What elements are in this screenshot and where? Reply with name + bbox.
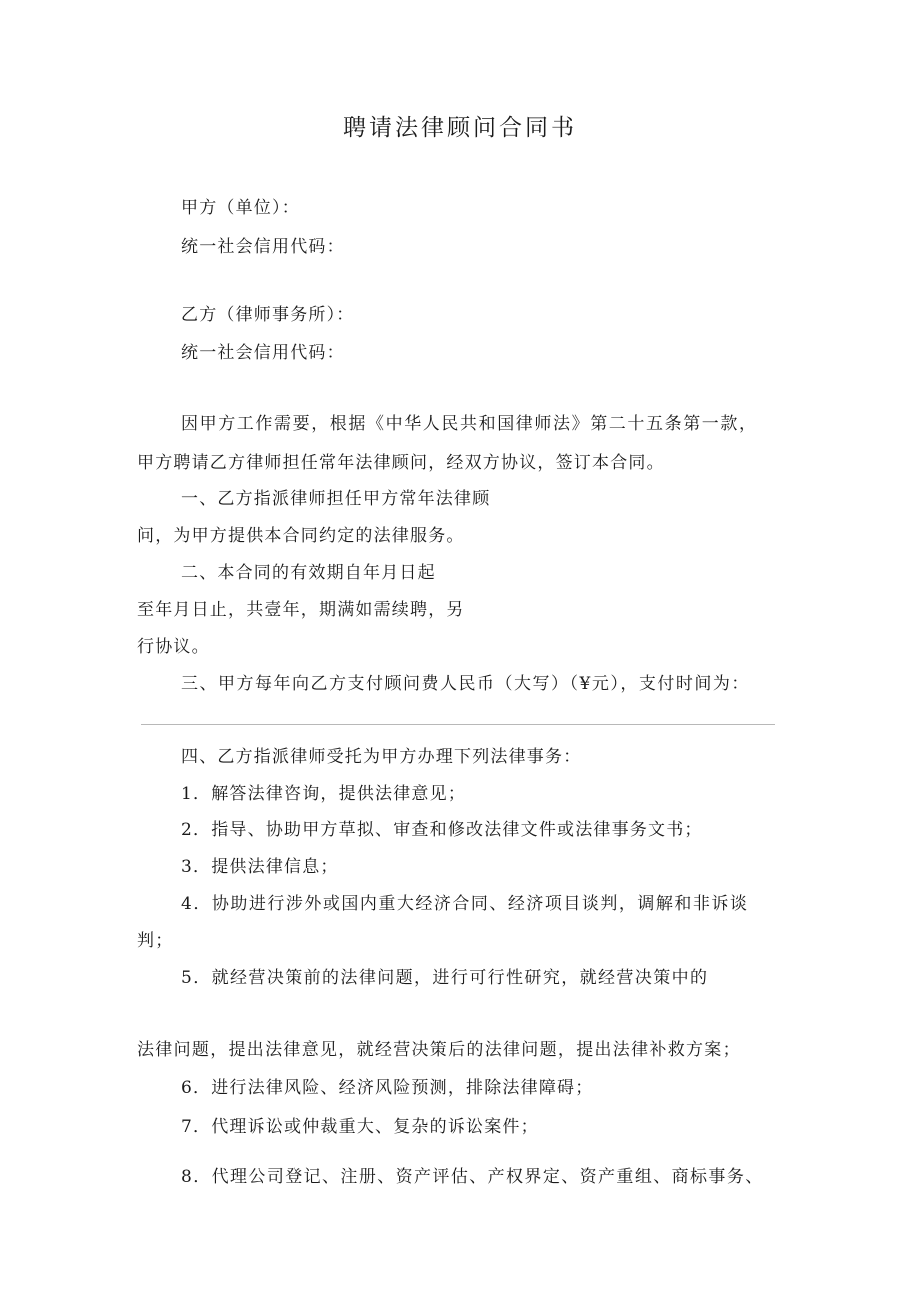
clause-2-line-2: 至年月日止，共壹年，期满如需续聘，另 — [137, 600, 465, 620]
party-a-label: 甲方（单位）： — [181, 198, 300, 218]
clause-2-line-3: 行协议。 — [137, 637, 210, 657]
clause-4-item-2: 2．指导、协助甲方草拟、审查和修改法律文件或法律事务文书； — [181, 820, 703, 840]
clause-4-item-5-line-1: 5．就经营决策前的法律问题，进行可行性研究，就经营决策中的 — [181, 968, 709, 988]
party-a-credit-code-label: 统一社会信用代码： — [181, 237, 345, 257]
clause-4-item-6: 6．进行法律风险、经济风险预测，排除法律障碍； — [181, 1078, 594, 1098]
clause-1-line-1: 一、乙方指派律师担任甲方常年法律顾 — [181, 489, 491, 509]
clause-4-item-3: 3．提供法律信息； — [181, 857, 339, 877]
party-b-label: 乙方（律师事务所）： — [181, 305, 355, 325]
clause-3: 三、甲方每年向乙方支付顾问费人民币（大写）（¥元），支付时间为： — [181, 674, 750, 694]
page-title: 聘请法律顾问合同书 — [343, 115, 577, 141]
clause-4-item-4-line-1: 4．协助进行涉外或国内重大经济合同、经济项目谈判，调解和非诉谈 — [181, 894, 749, 914]
clause-4-item-8: 8．代理公司登记、注册、资产评估、产权界定、资产重组、商标事务、 — [181, 1167, 764, 1187]
blank-fill-line — [141, 724, 775, 725]
clause-4-heading: 四、乙方指派律师受托为甲方办理下列法律事务： — [181, 747, 582, 767]
preamble-line-1: 因甲方工作需要，根据《中华人民共和国律师法》第二十五条第一款， — [181, 414, 758, 434]
clause-4-item-1: 1．解答法律咨询，提供法律意见； — [181, 784, 467, 804]
clause-4-item-5-line-2: 法律问题，提出法律意见，就经营决策后的法律问题，提出法律补救方案； — [137, 1040, 741, 1060]
preamble-line-2: 甲方聘请乙方律师担任常年法律顾问，经双方协议，签订本合同。 — [137, 453, 665, 473]
party-b-credit-code-label: 统一社会信用代码： — [181, 343, 345, 363]
clause-4-item-7: 7．代理诉讼或仲裁重大、复杂的诉讼案件； — [181, 1117, 539, 1137]
clause-4-item-4-line-2: 判； — [137, 931, 174, 951]
clause-1-line-2: 问，为甲方提供本合同约定的法律服务。 — [137, 526, 465, 546]
clause-2-line-1: 二、本合同的有效期自年月日起 — [181, 563, 436, 583]
